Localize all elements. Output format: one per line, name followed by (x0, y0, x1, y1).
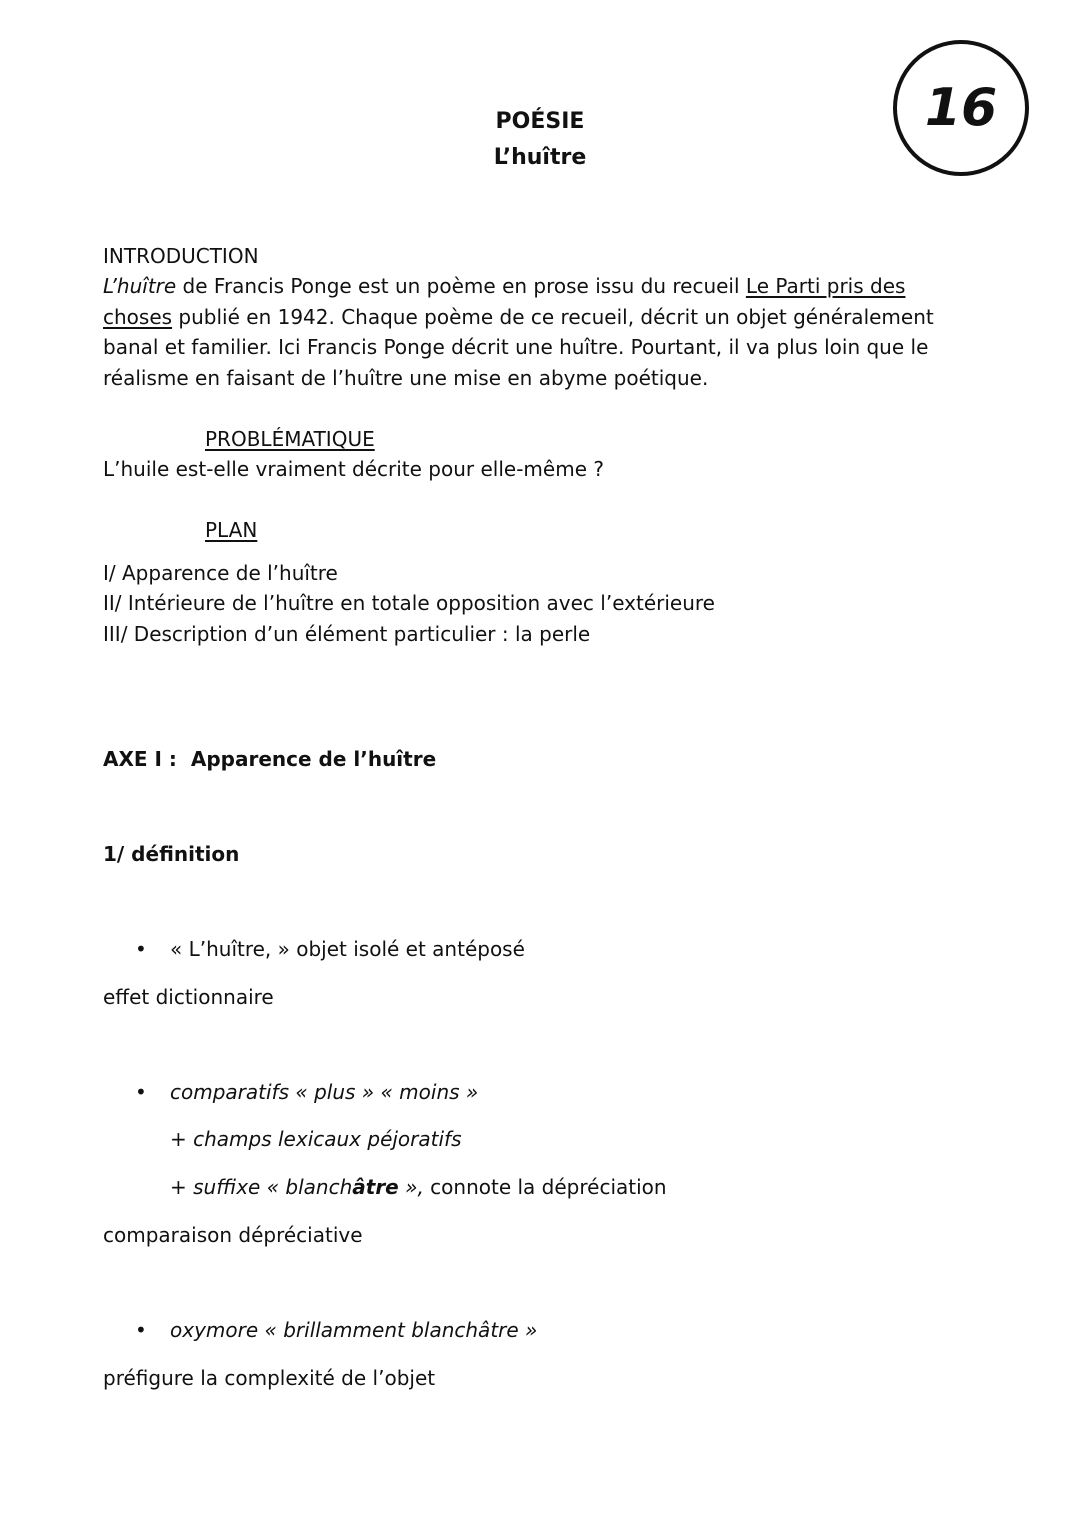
bullet-item: oxymore « brillamment blanchâtre » (170, 1318, 538, 1342)
problematique-heading: PROBLÉMATIQUE (205, 427, 375, 451)
axe-heading (103, 744, 436, 774)
sub-item: + champs lexicaux péjoratifs (170, 1127, 462, 1151)
bullet-note: effet dictionnaire (103, 985, 274, 1009)
intro-line-3: banal et familier. Ici Francis Ponge décrit une huître. Pourtant, il va plus loin que le (103, 335, 929, 359)
intro-line-4: réalisme en faisant de l’huître une mise en abyme poétique. (103, 366, 709, 390)
axe-title: Apparence de l’huître (190, 747, 437, 771)
bullet-dot: • (135, 1080, 147, 1104)
sub-item (170, 1172, 667, 1202)
bullet-note: comparaison dépréciative (103, 1223, 363, 1247)
intro-text: de Francis Ponge est un poème en prose issu du recueil (176, 274, 746, 298)
bullet-item: comparatifs « plus » « moins » (170, 1080, 479, 1104)
plan-heading: PLAN (205, 518, 258, 542)
plan-item: III/ Description d’un élément particulier : la perle (103, 622, 591, 646)
page-title: L’huître (493, 145, 587, 170)
section-heading: 1/ définition (103, 842, 240, 866)
sub-item-part: », (398, 1175, 424, 1199)
collection-title-cont: choses (103, 305, 173, 329)
collection-title: Le Parti pris des (745, 274, 906, 298)
problematique-question: L’huile est-elle vraiment décrite pour elle-même ? (103, 457, 604, 481)
bullet-note: préfigure la complexité de l’objet (103, 1366, 436, 1390)
bullet-dot: • (135, 937, 147, 961)
intro-text: publié en 1942. Chaque poème de ce recueil, décrit un objet généralement (172, 305, 934, 329)
bullet-dot: • (135, 1318, 147, 1342)
sub-item-part: connote la dépréciation (423, 1175, 667, 1199)
axe-label: AXE I : (103, 747, 177, 771)
bullet-item: « L’huître, » objet isolé et antéposé (170, 937, 525, 961)
introduction-heading: INTRODUCTION (103, 244, 259, 268)
plan-item: I/ Apparence de l’huître (103, 561, 338, 585)
plan-item: II/ Intérieure de l’huître en totale opposition avec l’extérieure (103, 591, 715, 615)
suffix-emphasis: âtre (352, 1175, 399, 1199)
subject-heading: POÉSIE (495, 109, 585, 134)
intro-line-2 (103, 302, 934, 332)
work-title: L’huître (103, 274, 177, 298)
intro-line-1 (103, 271, 905, 301)
page-number-badge: 16 (893, 40, 1029, 176)
sub-item-part: + suffixe « blanch (170, 1175, 353, 1199)
